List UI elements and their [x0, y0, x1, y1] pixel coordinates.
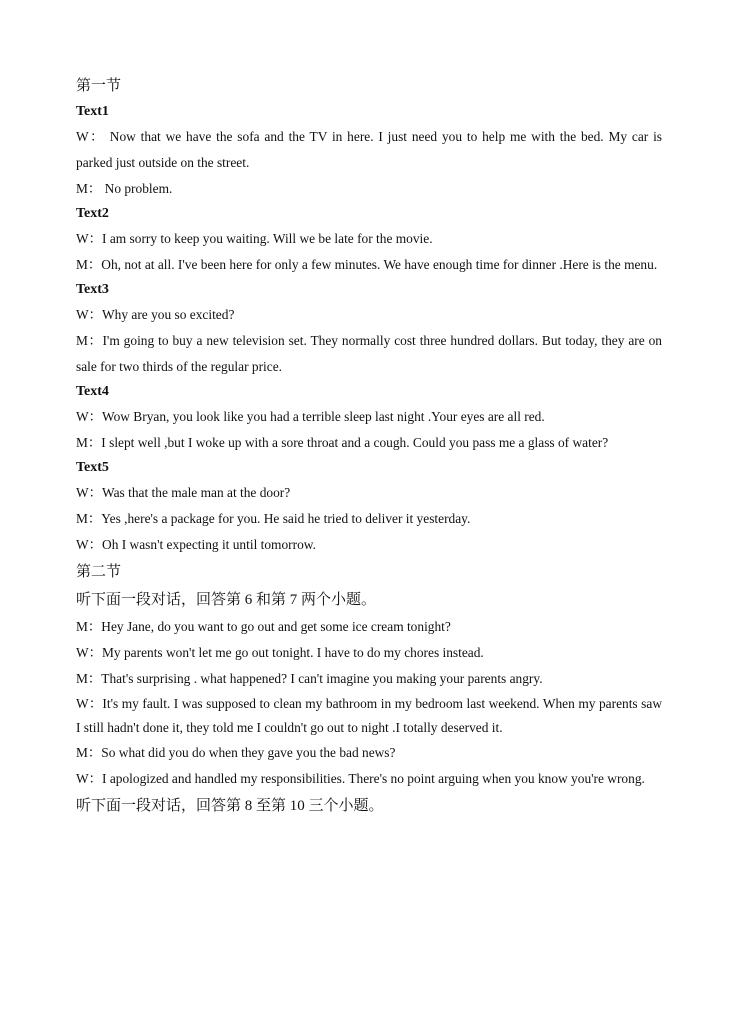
dialogue-1-intro: 听下面一段对话，回答第 6 和第 7 两个小题。 [76, 592, 377, 608]
text-title: Text3 [76, 282, 109, 297]
dialogue-line: W：I am sorry to keep you waiting. Will we be late for the movie. [76, 231, 433, 246]
text-block-1 [76, 100, 662, 202]
text-title: Text1 [76, 104, 109, 119]
dialogue-line: M：Yes ,here's a package for you. He said he tried to deliver it yesterday. [76, 511, 471, 526]
dialogue-line: M：Oh, not at all. I've been here for only a few minutes. We have enough time for dinner .Here is the menu. [76, 257, 658, 272]
dialogue-line: M：I'm going to buy a new television set. They normally cost three hundred dollars. But today, they are on sale for two thirds of the regular price. [76, 333, 662, 374]
dialogue-line: M：I slept well ,but I woke up with a sore throat and a cough. Could you pass me a glass of water? [76, 435, 609, 450]
dialogue-line: W： Now that we have the sofa and the TV in here. I just need you to help me with the bed. My car is parked just outside on the street. [76, 129, 662, 170]
text-title: Text5 [76, 460, 109, 475]
dialogue-line: M：Hey Jane, do you want to go out and get some ice cream tonight? [76, 619, 451, 634]
dialogue-line: W：I apologized and handled my responsibilities. There's no point arguing when you know you're wrong. [76, 771, 645, 786]
text-block-4 [76, 380, 662, 456]
dialogue-line: W：Was that the male man at the door? [76, 485, 291, 500]
section-2-heading: 第二节 [76, 564, 122, 580]
text-block-2 [76, 202, 662, 278]
dialogue-line: W：Oh I wasn't expecting it until tomorrow. [76, 537, 316, 552]
dialogue-line: W：It's my fault. I was supposed to clean my bathroom in my bedroom last weekend. When my parents saw I still hadn't done it, they told me I couldn't go out to night .I totally deserved it. [76, 696, 662, 735]
dialogue-line: W：Wow Bryan, you look like you had a terrible sleep last night .Your eyes are all red. [76, 409, 545, 424]
dialogue-line: M： No problem. [76, 181, 173, 196]
text-block-5 [76, 456, 662, 558]
dialogue-line: M：That's surprising . what happened? I can't imagine you making your parents angry. [76, 671, 543, 686]
dialogue-block-1 [76, 586, 662, 792]
dialogue-line: W：Why are you so excited? [76, 307, 235, 322]
text-title: Text2 [76, 206, 109, 221]
dialogue-line: W：My parents won't let me go out tonight. I have to do my chores instead. [76, 645, 484, 660]
text-title: Text4 [76, 384, 109, 399]
text-block-3 [76, 278, 662, 380]
section-1-heading: 第一节 [76, 78, 122, 94]
dialogue-line: M：So what did you do when they gave you the bad news? [76, 745, 396, 760]
document-page [76, 72, 662, 820]
dialogue-2-intro: 听下面一段对话，回答第 8 至第 10 三个小题。 [76, 798, 384, 814]
